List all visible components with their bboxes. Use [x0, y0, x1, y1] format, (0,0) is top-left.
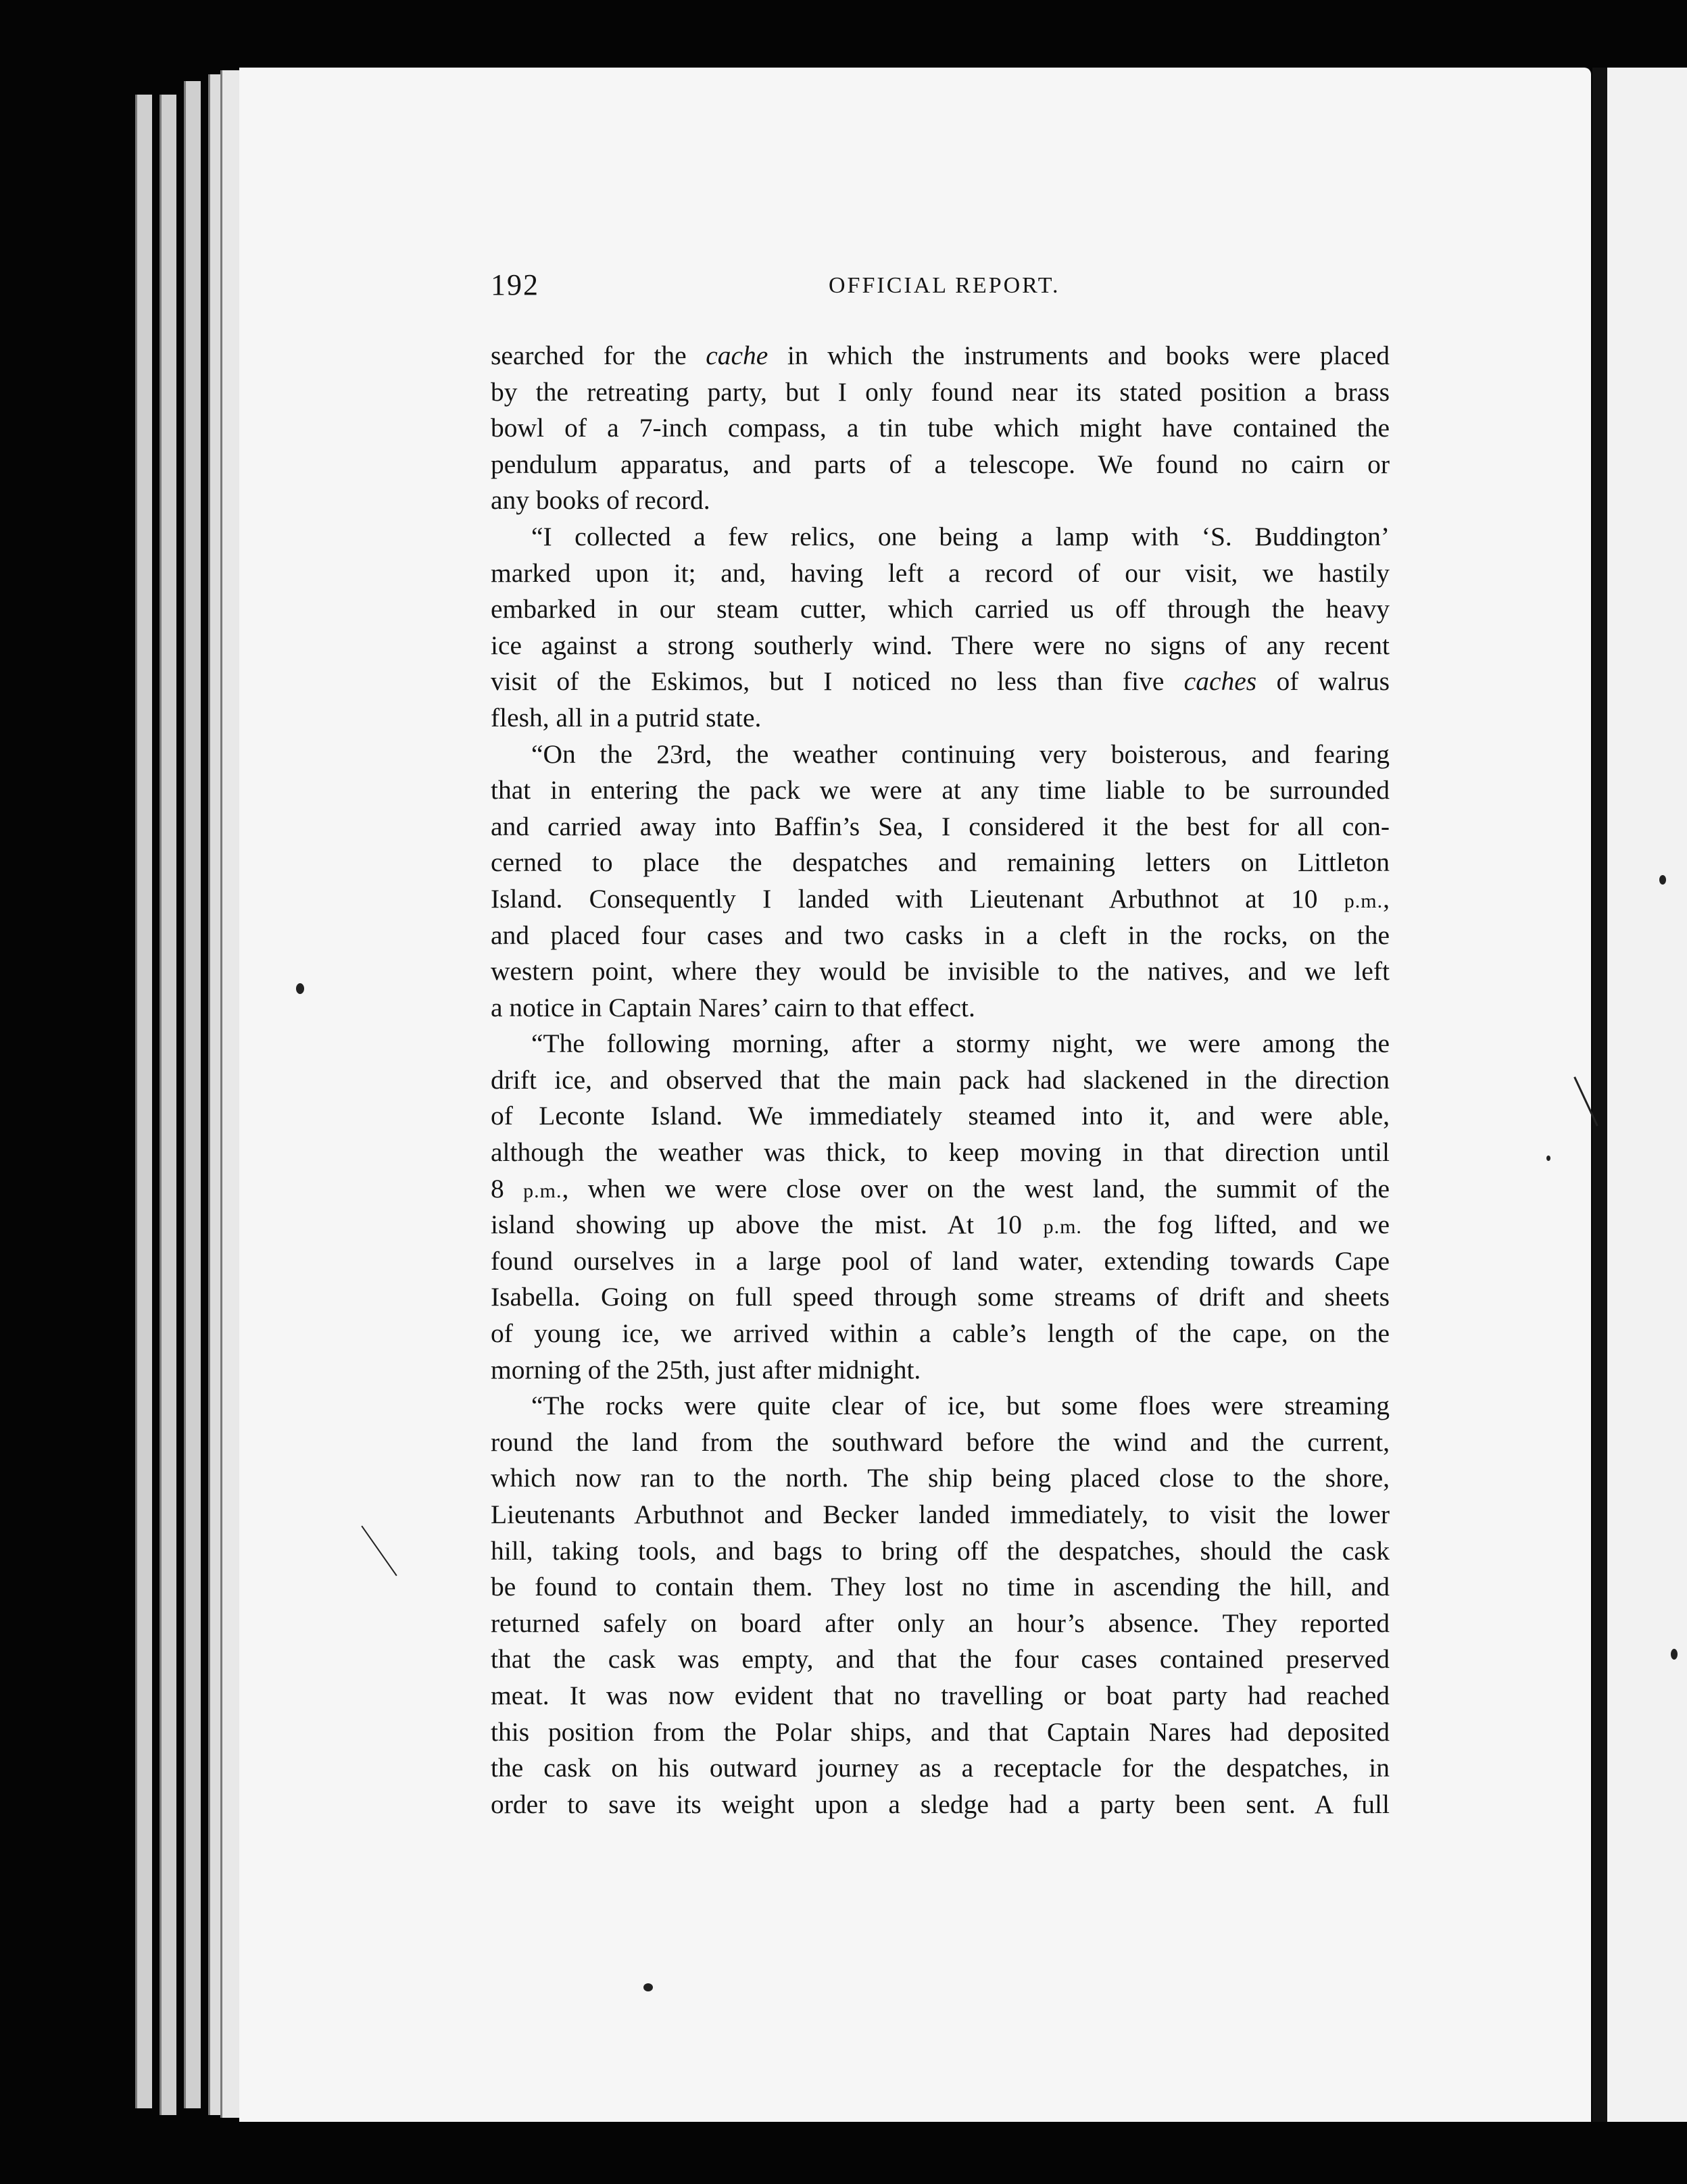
text-line — [491, 1497, 1390, 1533]
text-run: western point, where they would be invisible to the natives, and we left — [491, 956, 1390, 987]
page-edge — [160, 95, 176, 2115]
text-run: “On the 23rd, the weather continuing very boisterous, and fearing — [531, 739, 1390, 769]
text-line — [491, 555, 1390, 592]
text-run: that in entering the pack we were at any time liable to be surrounded — [491, 775, 1390, 805]
text-run: visit of the Eskimos, but I noticed no less than five — [491, 666, 1184, 697]
text-line — [491, 1279, 1390, 1316]
text-run: returned safely on board after only an hour’s absence. They reported — [491, 1608, 1390, 1638]
small-caps-text: p.m. — [523, 1179, 562, 1202]
text-run: any books of record. — [491, 485, 710, 516]
text-run: and placed four cases and two casks in a cleft in the rocks, on the — [491, 920, 1390, 950]
text-run: and carried away into Baffin’s Sea, I considered it the best for all con- — [491, 811, 1390, 841]
text-line — [491, 1207, 1390, 1243]
text-run: of young ice, we arrived within a cable’s length of the cape, on the — [491, 1318, 1390, 1349]
text-run: Isabella. Going on full speed through some streams of drift and sheets — [491, 1282, 1390, 1312]
text-run: although the weather was thick, to keep moving in that direction until — [491, 1137, 1390, 1168]
text-line — [491, 1098, 1390, 1135]
page-header — [491, 268, 1390, 315]
page-number: 192 — [491, 268, 539, 301]
text-run: “The rocks were quite clear of ice, but some floes were streaming — [531, 1391, 1390, 1421]
text-run: morning of the 25th, just after midnight. — [491, 1354, 921, 1385]
text-run: “I collected a few relics, one being a lamp with ‘S. Buddington’ — [531, 521, 1390, 551]
page-edge — [135, 95, 152, 2108]
text-line — [491, 1460, 1390, 1497]
italic-text: cache — [706, 341, 768, 370]
text-run: pendulum apparatus, and parts of a telescope. We found no cairn or — [491, 449, 1390, 479]
text-run: in which the instruments and books were placed — [768, 341, 1390, 370]
text-run: embarked in our steam cutter, which carried us off through the heavy — [491, 594, 1390, 624]
text-run: that the cask was empty, and that the four cases contained preserved — [491, 1644, 1390, 1674]
text-line — [491, 953, 1390, 990]
text-line — [491, 1533, 1390, 1570]
text-run: , — [1383, 883, 1390, 914]
text-line — [491, 1787, 1390, 1823]
text-line — [491, 628, 1390, 664]
text-run: flesh, all in a putrid state. — [491, 702, 762, 733]
text-run: found ourselves in a large pool of land water, extending towards Cape — [491, 1245, 1390, 1276]
text-line — [491, 1750, 1390, 1787]
text-run: of walrus — [1256, 666, 1390, 697]
text-run: by the retreating party, but I only found near its stated position a brass — [491, 376, 1390, 407]
text-line — [491, 809, 1390, 845]
text-line — [491, 591, 1390, 628]
text-line — [491, 772, 1390, 809]
text-run: Island. Consequently I landed with Lieutenant Arbuthnot at 10 — [491, 883, 1344, 914]
text-line — [491, 482, 1390, 519]
text-line — [491, 1714, 1390, 1751]
text-run: a notice in Captain Nares’ cairn to that effect. — [491, 992, 975, 1022]
text-line — [491, 664, 1390, 700]
text-run: round the land from the southward before the wind and the current, — [491, 1426, 1390, 1457]
text-line — [491, 519, 1390, 555]
text-line — [491, 1316, 1390, 1352]
text-run: of Leconte Island. We immediately steamed into it, and were able, — [491, 1101, 1390, 1131]
text-line — [491, 1243, 1390, 1280]
scan-speck — [643, 1983, 653, 1991]
facing-page-edge — [1607, 68, 1687, 2122]
text-run: order to save its weight upon a sledge had a party been sent. A full — [491, 1789, 1390, 1819]
text-line — [491, 990, 1390, 1026]
text-line — [491, 700, 1390, 737]
text-line — [491, 845, 1390, 881]
text-run: the fog lifted, and we — [1081, 1210, 1390, 1240]
text-run: “The following morning, after a stormy night, we were among the — [531, 1028, 1390, 1059]
text-run: Lieutenants Arbuthnot and Becker landed immediately, to visit the lower — [491, 1499, 1390, 1529]
text-line — [491, 338, 1390, 374]
text-line — [491, 1388, 1390, 1424]
italic-text: caches — [1183, 666, 1257, 697]
text-run: island showing up above the mist. At 10 — [491, 1210, 1044, 1240]
text-line — [491, 1062, 1390, 1099]
scan-speck — [1659, 875, 1666, 885]
text-run: marked upon it; and, having left a record of our visit, we hastily — [491, 557, 1390, 588]
text-line — [491, 410, 1390, 447]
body-text — [491, 338, 1390, 1822]
text-line — [491, 374, 1390, 411]
text-run: this position from the Polar ships, and that Captain Nares had deposited — [491, 1716, 1390, 1747]
text-line — [491, 1641, 1390, 1678]
text-line — [491, 1606, 1390, 1642]
text-line — [491, 1171, 1390, 1208]
text-run: the cask on his outward journey as a receptacle for the despatches, in — [491, 1753, 1390, 1783]
scan-speck — [296, 983, 304, 994]
text-line — [491, 737, 1390, 773]
text-run: cerned to place the despatches and remaining letters on Littleton — [491, 847, 1390, 878]
book-gutter — [1592, 68, 1607, 2122]
small-caps-text: p.m. — [1043, 1216, 1082, 1239]
text-run: which now ran to the north. The ship being placed close to the shore, — [491, 1463, 1390, 1493]
text-line — [491, 1678, 1390, 1714]
text-run: searched for the — [491, 341, 706, 370]
text-line — [491, 1026, 1390, 1062]
text-run: , when we were close over on the west land, the summit of the — [562, 1173, 1390, 1203]
text-line — [491, 447, 1390, 483]
text-run: meat. It was now evident that no travelling or boat party had reached — [491, 1680, 1390, 1710]
text-line — [491, 1135, 1390, 1171]
text-line — [491, 918, 1390, 954]
scan-speck — [1671, 1649, 1678, 1660]
text-line — [491, 1424, 1390, 1461]
text-line — [491, 1352, 1390, 1389]
text-line — [491, 881, 1390, 918]
running-head: OFFICIAL REPORT. — [829, 273, 1060, 298]
scan-speck — [1546, 1156, 1550, 1161]
text-run: drift ice, and observed that the main pack had slackened in the direction — [491, 1064, 1390, 1095]
page-edge — [184, 81, 201, 2108]
text-run: ice against a strong southerly wind. There were no signs of any recent — [491, 630, 1390, 660]
text-run: be found to contain them. They lost no time in ascending the hill, and — [491, 1572, 1390, 1602]
small-caps-text: p.m. — [1344, 889, 1384, 912]
text-run: bowl of a 7-inch compass, a tin tube which might have contained the — [491, 413, 1390, 443]
text-run: 8 — [491, 1173, 524, 1203]
text-line — [491, 1569, 1390, 1606]
text-run: hill, taking tools, and bags to bring off the despatches, should the cask — [491, 1535, 1390, 1566]
